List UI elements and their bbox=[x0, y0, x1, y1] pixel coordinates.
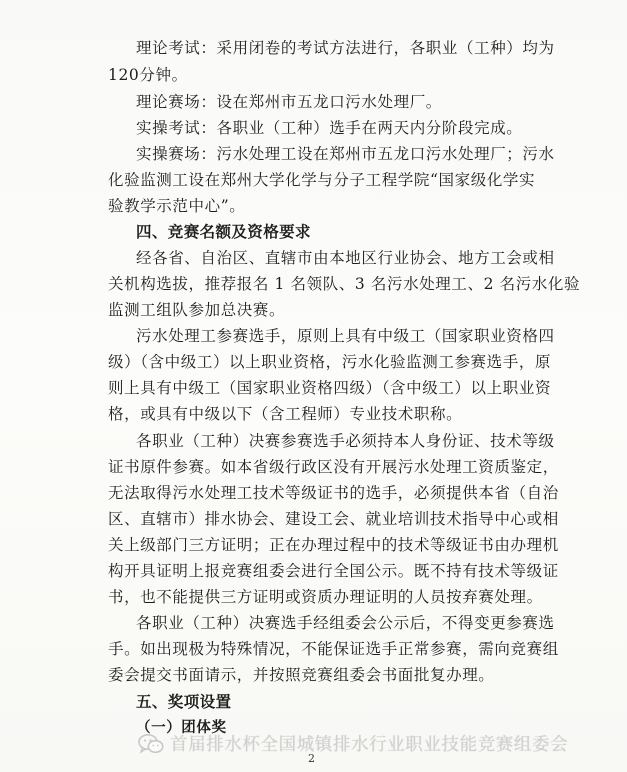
text-line: 无法取得污水处理工技术等级证书的选手，必须提供本省（自治 bbox=[108, 484, 559, 502]
watermark-text: 首届排水杯全国城镇排水行业职业技能竞赛组委会 bbox=[170, 735, 569, 755]
section-heading: 五、奖项设置 bbox=[136, 693, 232, 711]
text-line: 各职业（工种）决赛参赛选手必须持本人身份证、技术等级 bbox=[136, 432, 555, 450]
text-line: 手。如出现极为特殊情况，不能保证选手正常参赛，需向竞赛组 bbox=[108, 640, 559, 658]
text-line: 实操考试：各职业（工种）选手在两天内分阶段完成。 bbox=[136, 119, 523, 137]
text-line: 级）（含中级工）以上职业资格，污水化验监测工参赛选手，原 bbox=[108, 353, 552, 371]
text-line: 污水处理工参赛选手，原则上具有中级工（国家职业资格四 bbox=[136, 327, 555, 345]
page-number: 2 bbox=[308, 752, 315, 765]
text-line: 理论考试：采用闭卷的考试方法进行，各职业（工种）均为 bbox=[136, 39, 555, 57]
text-line: 关上级部门三方证明；正在办理过程中的技术等级证书由办理机 bbox=[108, 536, 559, 554]
section-heading: 四、竞赛名额及资格要求 bbox=[136, 223, 311, 241]
subsection-heading: （一）团体奖 bbox=[136, 720, 227, 736]
text-line: 监测工组队参加总决赛。 bbox=[108, 301, 286, 319]
wechat-icon bbox=[138, 733, 164, 755]
text-line: 经各省、自治区、直辖市由本地区行业协会、地方工会或相 bbox=[136, 249, 555, 267]
text-line: 120分钟。 bbox=[108, 66, 188, 84]
text-line: 区、直辖市）排水协会、建设工会、就业培训技术指导中心或相 bbox=[108, 510, 559, 528]
text-line: 验教学示范中心”。 bbox=[108, 197, 246, 215]
text-line: 证书原件参赛。如本省级行政区没有开展污水处理工资质鉴定， bbox=[108, 458, 559, 476]
text-line: 书，也不能提供三方证明或资质办理证明的人员按弃赛处理。 bbox=[108, 588, 543, 606]
text-line: 各职业（工种）决赛选手经组委会公示后，不得变更参赛选 bbox=[136, 614, 555, 632]
text-line: 格，或具有中级以下（含工程师）专业技术职称。 bbox=[108, 405, 463, 423]
wechat-watermark bbox=[138, 731, 568, 756]
text-line: 委会提交书面请示，并按照竞赛组委会书面批复办理。 bbox=[108, 666, 495, 684]
text-line: 理论赛场：设在郑州市五龙口污水处理厂。 bbox=[136, 93, 442, 111]
text-line: 构开具证明上报竞赛组委会进行全国公示。既不持有技术等级证 bbox=[108, 562, 559, 580]
text-line: 关机构选拔，推荐报名 1 名领队、3 名污水处理工、2 名污水化验 bbox=[108, 275, 581, 293]
text-line: 化验监测工设在郑州大学化学与分子工程学院“国家级化学实 bbox=[108, 171, 536, 189]
text-line: 则上具有中级工（国家职业资格四级）（含中级工）以上职业资 bbox=[108, 379, 552, 397]
text-line: 实操赛场：污水处理工设在郑州市五龙口污水处理厂；污水 bbox=[136, 145, 555, 163]
